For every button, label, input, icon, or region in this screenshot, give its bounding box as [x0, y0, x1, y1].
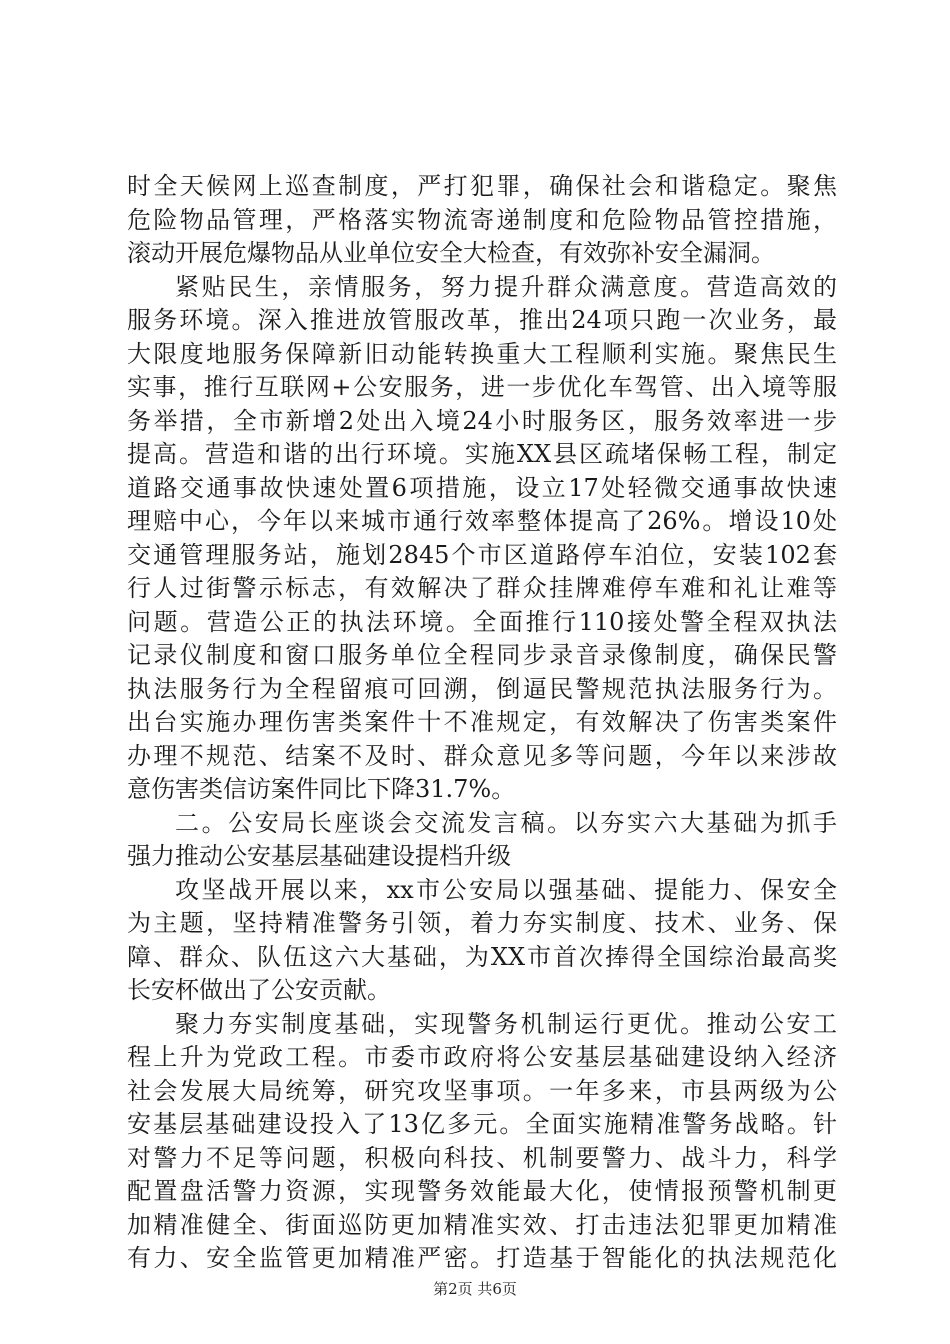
document-body [127, 170, 837, 1276]
paragraph [127, 170, 837, 271]
text-line: 出台实施办理伤害类案件十不准规定，有效解决了伤害类案件 [127, 708, 837, 736]
text-line: 理赔中心，今年以来城市通行效率整体提高了26%。增设10处 [127, 507, 837, 535]
text-line: 危险物品管理，严格落实物流寄递制度和危险物品管控措施， [127, 205, 837, 234]
text-line: 大限度地服务保障新旧动能转换重大工程顺利实施。聚焦民生 [127, 339, 837, 368]
text-line: 紧贴民生，亲情服务，努力提升群众满意度。营造高效的 [175, 272, 837, 301]
text-line: 交通管理服务站，施划2845个市区道路停车泊位，安装102套 [127, 540, 837, 569]
text-line: 障、群众、队伍这六大基础，为XX市首次捧得全国综治最高奖 [127, 942, 837, 971]
text-line: 行人过街警示标志，有效解决了群众挂牌难停车难和礼让难等 [127, 574, 837, 602]
text-line: 道路交通事故快速处置6项措施，设立17处轻微交通事故快速 [127, 473, 837, 502]
text-line: 为主题，坚持精准警务引领，着力夯实制度、技术、业务、保 [127, 909, 837, 937]
text-line: 加精准健全、街面巡防更加精准实效、打击违法犯罪更加精准 [127, 1210, 837, 1239]
text-line: 程上升为党政工程。市委市政府将公安基层基础建设纳入经济 [127, 1043, 837, 1071]
text-line: 社会发展大局统筹，研究攻坚事项。一年多来，市县两级为公 [127, 1076, 837, 1105]
text-line: 对警力不足等问题，积极向科技、机制要警力、战斗力，科学 [127, 1143, 837, 1172]
text-line: 记录仪制度和窗口服务单位全程同步录音录像制度，确保民警 [127, 641, 837, 669]
text-line: 长安杯做出了公安贡献。 [127, 976, 391, 1004]
page-footer: 第2页 共6页 [433, 1280, 517, 1298]
text-line: 实事，推行互联网+公安服务，进一步优化车驾管、出入境等服 [127, 373, 837, 401]
text-line: 服务环境。深入推进放管服改革，推出24项只跑一次业务，最 [127, 306, 837, 334]
paragraph [127, 874, 837, 1008]
text-line: 问题。营造公正的执法环境。全面推行110接处警全程双执法 [127, 607, 837, 636]
text-line: 执法服务行为全程留痕可回溯，倒逼民警规范执法服务行为。 [127, 674, 837, 703]
text-line: 攻坚战开展以来，xx市公安局以强基础、提能力、保安全 [175, 875, 837, 904]
text-line: 办理不规范、结案不及时、群众意见多等问题，今年以来涉故 [127, 741, 837, 770]
text-line: 滚动开展危爆物品从业单位安全大检查，有效弥补安全漏洞。 [127, 239, 775, 267]
text-line: 配置盘活警力资源，实现警务效能最大化，使情报预警机制更 [127, 1177, 837, 1205]
text-line: 安基层基础建设投入了13亿多元。全面实施精准警务战略。针 [127, 1110, 837, 1138]
text-line: 意伤害类信访案件同比下降31.7%。 [127, 775, 516, 803]
paragraph [127, 1008, 837, 1276]
text-line: 务举措，全市新增2处出入境24小时服务区，服务效率进一步 [127, 406, 837, 435]
text-line: 时全天候网上巡查制度，严打犯罪，确保社会和谐稳定。聚焦 [127, 172, 837, 200]
text-line: 聚力夯实制度基础，实现警务机制运行更优。推动公安工 [175, 1009, 837, 1038]
text-line: 二。公安局长座谈会交流发言稿。以夯实六大基础为抓手 [175, 808, 837, 837]
text-line: 有力、安全监管更加精准严密。打造基于智能化的执法规范化 [127, 1244, 837, 1272]
text-line: 提高。营造和谐的出行环境。实施XX县区疏堵保畅工程，制定 [127, 440, 837, 468]
paragraph [127, 807, 837, 874]
text-line: 强力推动公安基层基础建设提档升级 [127, 842, 511, 870]
paragraph [127, 271, 837, 807]
